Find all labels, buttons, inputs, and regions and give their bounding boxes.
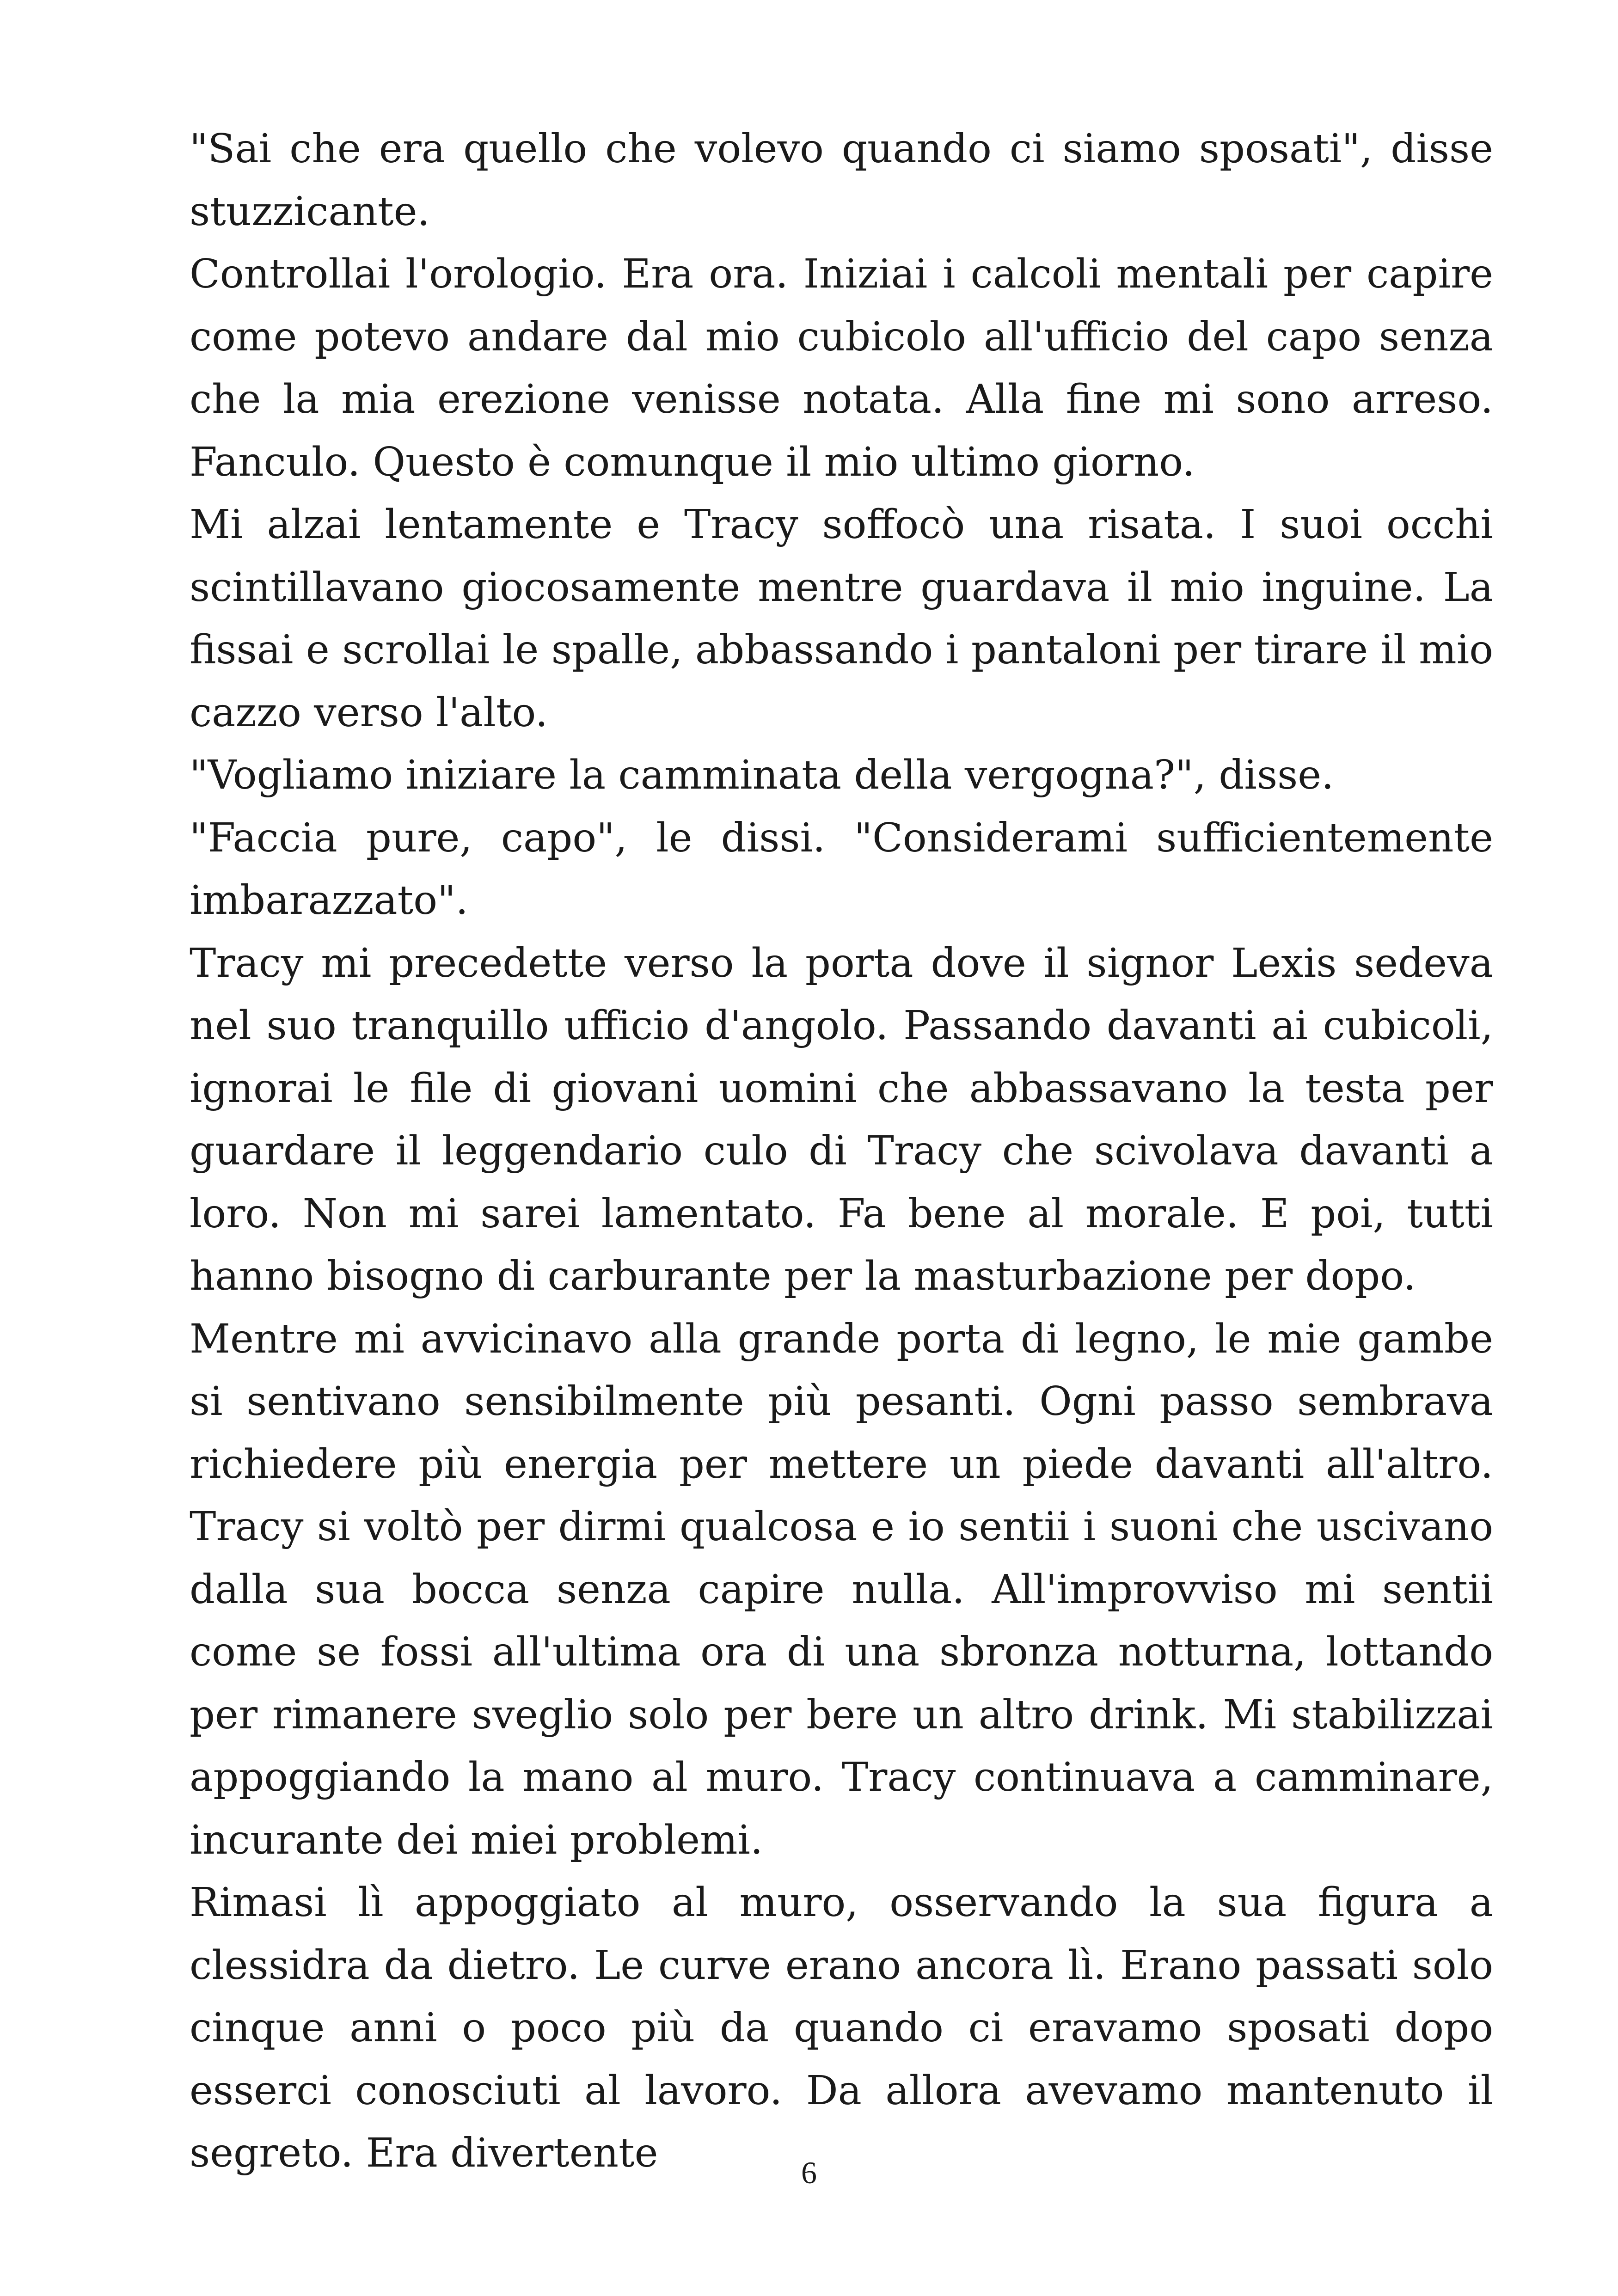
- paragraph-7: Mentre mi avvicinavo alla grande porta di legno, le mie gambe si sentivano sensibilmente più pesanti. Ogni passo sembrava richiedere più energia per mettere un piede davanti all'altro. Tracy si voltò per dirmi qualcosa e io sentii i suoni che uscivano dalla sua bocca senza capire nulla. All'improvviso mi sentii come se fossi all'ultima ora di una sbronza notturna, lottando per rimanere sveglio solo per bere un altro drink. Mi stabilizzai appoggiando la mano al muro. Tracy continuava a camminare, incurante dei miei problemi.: [190, 1316, 1493, 1863]
- paragraph-6: Tracy mi precedette verso la porta dove il signor Lexis sedeva nel suo tranquillo ufficio d'angolo. Passando davanti ai cubicoli, ignorai le file di giovani uomini che abbassavano la testa per guardare il leggendario culo di Tracy che scivolava davanti a loro. Non mi sarei lamentato. Fa bene al morale. E poi, tutti hanno bisogno di carburante per la masturbazione per dopo.: [190, 940, 1493, 1299]
- paragraph-3: Mi alzai lentamente e Tracy soffocò una risata. I suoi occhi scintillavano giocosamente mentre guardava il mio inguine. La fissai e scrollai le spalle, abbassando i pantaloni per tirare il mio cazzo verso l'alto.: [190, 502, 1493, 736]
- paragraph-8: Rimasi lì appoggiato al muro, osservando la sua figura a clessidra da dietro. Le curve erano ancora lì. Erano passati solo cinque anni o poco più da quando ci eravamo sposati dopo esserci conosciuti al lavoro. Da allora avevamo mantenuto il segreto. Era divertente: [190, 1880, 1493, 2176]
- paragraph-5: "Faccia pure, capo", le dissi. "Considerami sufficientemente imbarazzato".: [190, 814, 1493, 924]
- paragraph-4: "Vogliamo iniziare la camminata della vergogna?", disse.: [190, 752, 1334, 798]
- paragraph-2: Controllai l'orologio. Era ora. Iniziai i calcoli mentali per capire come potevo andare dal mio cubicolo all'ufficio del capo senza che la mia erezione venisse notata. Alla fine mi sono arreso. Fanculo. Questo è comunque il mio ultimo giorno.: [190, 251, 1493, 485]
- page-body: [190, 118, 1493, 2185]
- page-number: 6: [801, 2155, 817, 2190]
- paragraph-1: "Sai che era quello che volevo quando ci siamo sposati", disse stuzzicante.: [190, 126, 1493, 235]
